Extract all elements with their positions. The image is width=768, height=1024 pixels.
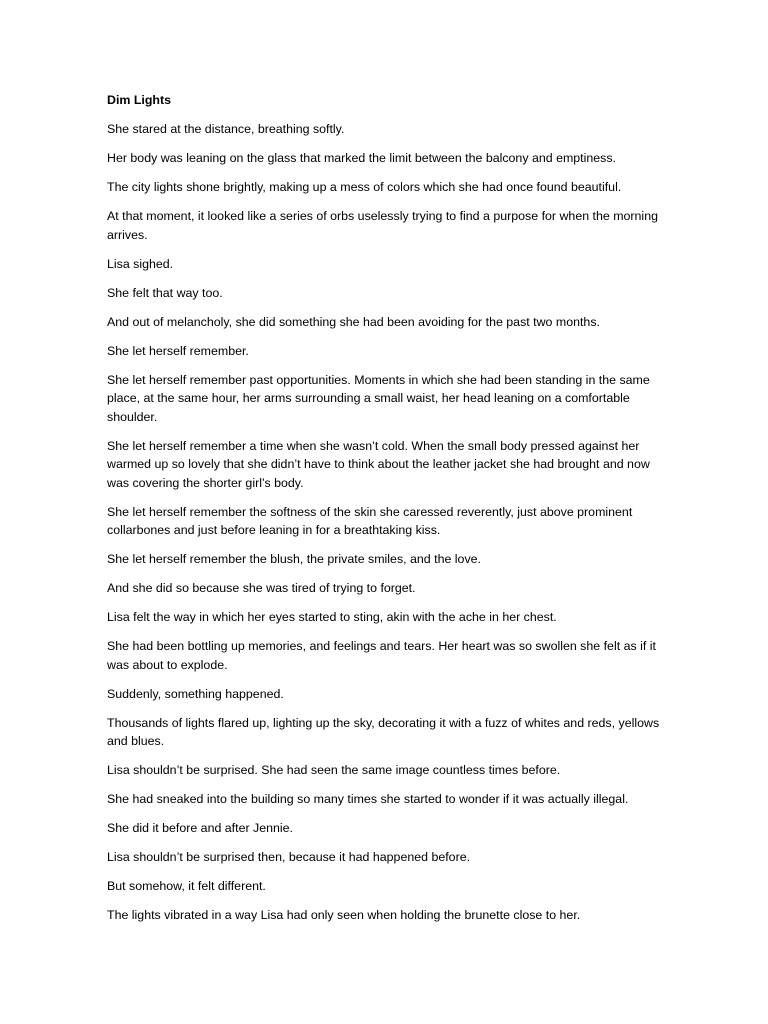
paragraph-11: She let herself remember the softness of the skin she caressed reverently, just above prominent collarbones and just before leaning in for a breathtaking kiss. [107, 504, 633, 537]
paragraph-6: She felt that way too. [107, 285, 223, 300]
paragraph-8: She let herself remember. [107, 343, 249, 358]
paragraph-2: Her body was leaning on the glass that marked the limit between the balcony and emptiness. [107, 151, 616, 165]
paragraph-3: The city lights shone brightly, making up a mess of colors which she had once found beautiful. [107, 180, 622, 194]
paragraph-9: She let herself remember past opportunities. Moments in which she had been standing in the same place, at the same hour, her arms surrounding a small waist, her head leaning on a comfortable shoulder. [107, 372, 650, 424]
paragraph-12: She let herself remember the blush, the private smiles, and the love. [107, 552, 481, 566]
paragraph-14: Lisa felt the way in which her eyes started to sting, akin with the ache in her chest. [107, 610, 557, 624]
paragraph-20: She did it before and after Jennie. [107, 821, 293, 835]
paragraph-5: Lisa sighed. [107, 256, 174, 271]
paragraph-16: Suddenly, something happened. [107, 686, 284, 701]
document-body [107, 91, 662, 935]
document-title: Dim Lights [107, 93, 172, 107]
paragraph-13: And she did so because she was tired of trying to forget. [107, 581, 416, 595]
paragraph-21: Lisa shouldn’t be surprised then, because it had happened before. [107, 850, 471, 864]
paragraph-17: Thousands of lights flared up, lighting up the sky, decorating it with a fuzz of whites and reds, yellows and blues. [107, 715, 660, 748]
paragraph-1: She stared at the distance, breathing softly. [107, 122, 345, 136]
paragraph-7: And out of melancholy, she did something she had been avoiding for the past two months. [107, 314, 600, 329]
paragraph-15: She had been bottling up memories, and feelings and tears. Her heart was so swollen she felt as if it was about to explode. [107, 639, 656, 672]
paragraph-19: She had sneaked into the building so many times she started to wonder if it was actually illegal. [107, 792, 629, 806]
paragraph-18: Lisa shouldn’t be surprised. She had seen the same image countless times before. [107, 763, 561, 777]
paragraph-10: She let herself remember a time when she wasn’t cold. When the small body pressed against her warmed up so lovely that she didn’t have to think about the leather jacket she had brought and now was covering the shorter girl’s body. [107, 438, 650, 490]
paragraph-23: The lights vibrated in a way Lisa had only seen when holding the brunette close to her. [107, 908, 581, 922]
paragraph-22: But somehow, it felt different. [107, 879, 266, 893]
paragraph-4: At that moment, it looked like a series of orbs uselessly trying to find a purpose for when the morning arrives. [107, 209, 658, 242]
